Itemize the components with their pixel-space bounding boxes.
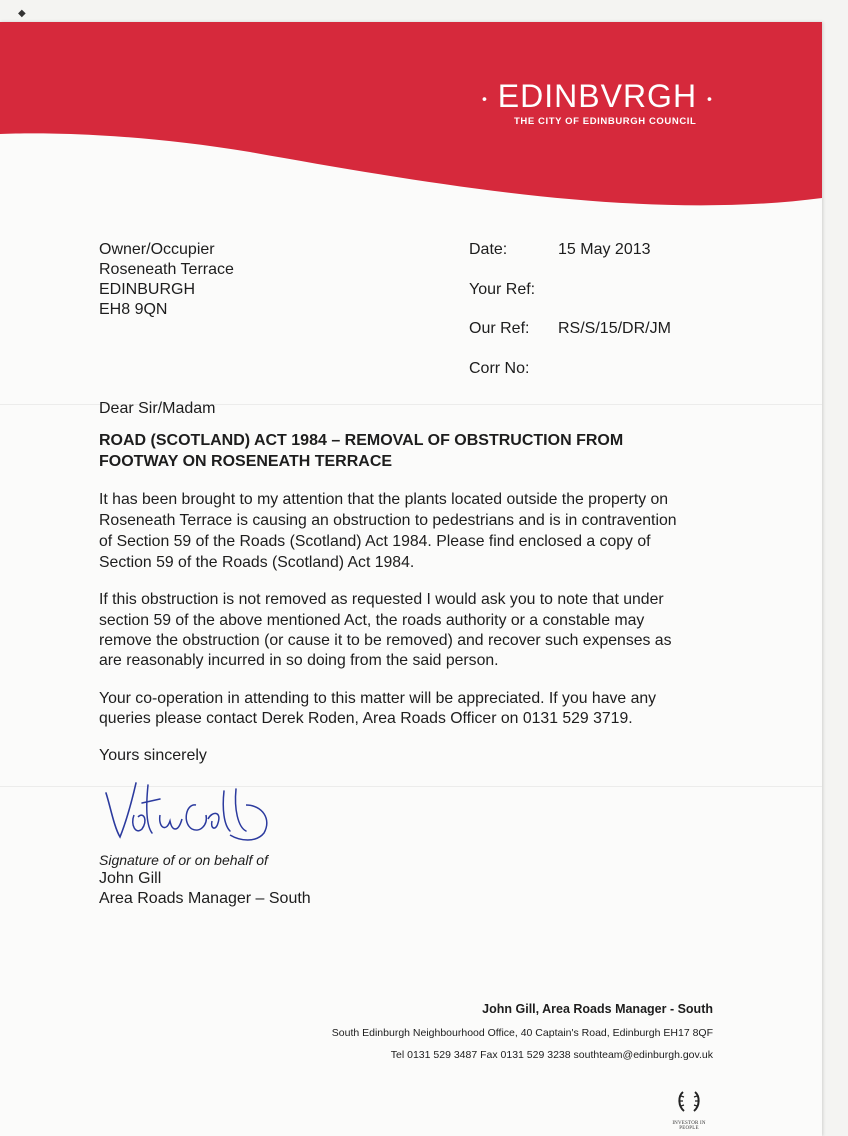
subject-line: ROAD (SCOTLAND) ACT 1984 – REMOVAL OF OBSTRUCTION FROM: [99, 432, 624, 449]
body-line: section 59 of the above mentioned Act, the roads authority or a constable may: [99, 612, 645, 629]
body-line: Your co-operation in attending to this matter will be appreciated. If you have any: [99, 690, 657, 707]
subject-line: FOOTWAY ON ROSENEATH TERRACE: [99, 453, 393, 470]
logo-dot-left: •: [482, 90, 488, 107]
body-line: It has been brought to my attention that the plants located outside the property on: [99, 491, 669, 508]
recipient-line: Owner/Occupier: [99, 241, 215, 258]
date-value: 15 May 2013: [558, 241, 651, 258]
logo-wordmark: EDINBVRGH: [497, 78, 698, 114]
recipient-line: Roseneath Terrace: [99, 261, 234, 278]
footer-name: John Gill, Area Roads Manager - South: [482, 1002, 713, 1016]
our-ref-label: Our Ref:: [469, 320, 530, 337]
council-name: THE CITY OF EDINBURGH COUNCIL: [514, 116, 697, 127]
corr-no-label: Corr No:: [469, 360, 530, 377]
body-line: are reasonably incurred in so doing from the said person.: [99, 652, 499, 669]
body-line: Section 59 of the Roads (Scotland) Act 1984.: [99, 554, 415, 571]
edinburgh-logo: [482, 78, 713, 115]
investor-in-people-logo: [664, 1086, 714, 1131]
body-line: queries please contact Derek Roden, Area Roads Officer on 0131 529 3719.: [99, 710, 633, 727]
recipient-line: EH8 9QN: [99, 301, 168, 318]
date-label: Date:: [469, 241, 508, 258]
signature-caption: Signature of or on behalf of: [99, 852, 268, 868]
closing: Yours sincerely: [99, 747, 207, 764]
signatory-name: John Gill: [99, 870, 162, 887]
body-line: If this obstruction is not removed as requested I would ask you to note that under: [99, 591, 664, 608]
laurel-icon: [674, 1086, 704, 1116]
council-banner: [0, 22, 822, 212]
footer-address: South Edinburgh Neighbourhood Office, 40 Captain's Road, Edinburgh EH17 8QF: [331, 1027, 713, 1039]
salutation: Dear Sir/Madam: [99, 400, 216, 417]
body-line: remove the obstruction (or cause it to be removed) and recover such expenses as: [99, 632, 672, 649]
body-line: Roseneath Terrace is causing an obstruction to pedestrians and is in contravention: [99, 512, 677, 529]
scan-mark: ◆: [18, 8, 26, 19]
signatory-title: Area Roads Manager – South: [99, 890, 311, 907]
logo-dot-right: •: [706, 90, 713, 107]
signature: [100, 775, 280, 850]
footer-contact: Tel 0131 529 3487 Fax 0131 529 3238 southteam@edinburgh.gov.uk: [390, 1049, 713, 1061]
body-line: of Section 59 of the Roads (Scotland) Act 1984. Please find enclosed a copy of: [99, 533, 651, 550]
your-ref-label: Your Ref:: [469, 281, 536, 298]
investor-text: INVESTOR IN PEOPLE: [672, 1121, 706, 1131]
our-ref-value: RS/S/15/DR/JM: [558, 320, 671, 337]
recipient-line: EDINBURGH: [99, 281, 196, 298]
